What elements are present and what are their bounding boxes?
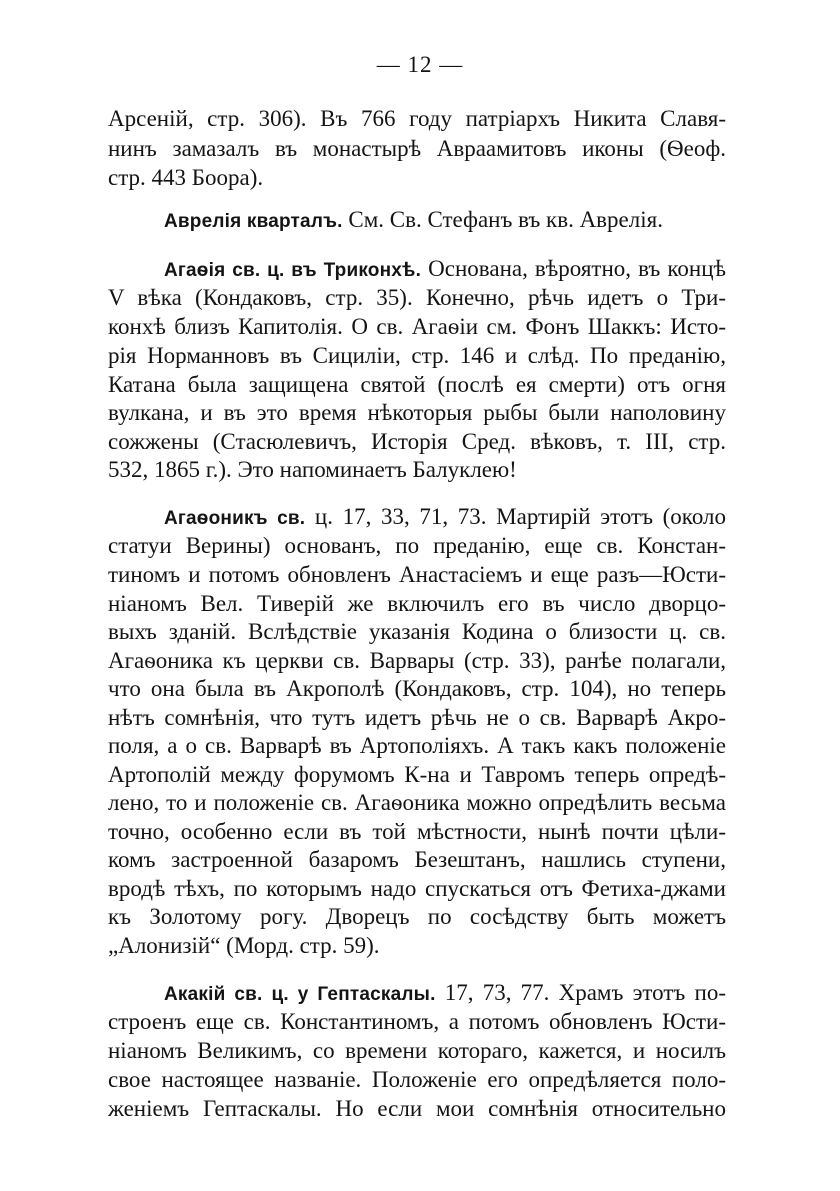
text-line: ніаномъ Великимъ, со времени котораго, кажется, и носилъ	[108, 1038, 726, 1063]
text-line: Катана была защищена святой (послѣ ея смерти) отъ огня	[108, 372, 726, 397]
text-line	[164, 205, 726, 237]
text-line: 532, 1865 г.). Это напоминаетъ Балуклею!	[108, 457, 517, 482]
entry-text: ц. 17, 33, 71, 73. Мартирій этотъ (около	[305, 504, 726, 529]
text-line: конхѣ близъ Капитолія. О св. Агаѳіи см. Фонъ Шаккъ: Исто-	[108, 314, 726, 339]
text-line: комъ застроенной базаромъ Безештанъ, нашлись ступени,	[108, 847, 726, 872]
page-number: — 12 —	[376, 52, 464, 77]
text-line: къ Золотому рогу. Дворецъ по сосѣдству быть можетъ	[108, 904, 726, 929]
text-line: вродѣ тѣхъ, по которымъ надо спускаться отъ Фетиха-джами	[108, 876, 726, 901]
text-line	[164, 254, 726, 286]
entry-text: Основана, вѣроятно, въ концѣ	[421, 256, 726, 281]
text-line: лено, то и положеніе св. Агаѳоника можно опредѣлить весьма	[108, 790, 726, 815]
text-line: свое настоящее названіе. Положеніе его опредѣляется поло-	[108, 1067, 726, 1092]
entry-heading: Аврелія кварталъ.	[164, 211, 343, 232]
text-line: V вѣка (Кондаковъ, стр. 35). Конечно, рѣчь идетъ о Три-	[108, 285, 726, 310]
text-line: ніаномъ Вел. Тиверій же включилъ его въ число дворцо-	[108, 591, 726, 616]
text-line: что она была въ Акрополѣ (Кондаковъ, стр. 104), но теперь	[108, 676, 726, 701]
text-line: статуи Верины) основанъ, по преданію, еще св. Констан-	[108, 533, 726, 558]
text-line: точно, особенно если въ той мѣстности, нынѣ почти цѣли-	[108, 819, 726, 844]
text-line: поля, а о св. Варварѣ въ Артополіяхъ. А такъ какъ положеніе	[108, 733, 726, 758]
entry-heading: Акакій св. ц. у Гептаскалы.	[164, 984, 436, 1005]
text-line: Агаѳоника къ церкви св. Варвары (стр. 33), ранѣе полагали,	[108, 648, 726, 673]
text-line: нинъ замазалъ въ монастырѣ Авраамитовъ иконы (Ѳеоф.	[108, 136, 726, 161]
text-line: Арсеній, стр. 306). Въ 766 году патріархъ Никита Славя-	[108, 106, 726, 131]
text-line: стр. 443 Боора).	[108, 165, 264, 190]
entry-text: 17, 73, 77. Храмъ этотъ по-	[435, 980, 726, 1005]
text-line: женіемъ Гептаскалы. Но если мои сомнѣнія относительно	[108, 1096, 726, 1121]
text-line: Артополій между форумомъ К-на и Тавромъ теперь опредѣ-	[108, 762, 726, 787]
entry-text: См. Св. Стефанъ въ кв. Аврелія.	[342, 207, 663, 232]
text-line	[164, 502, 726, 534]
text-line: „Алонизій“ (Морд. стр. 59).	[108, 933, 380, 958]
text-line: нѣтъ сомнѣнія, что тутъ идетъ рѣчь не о св. Варварѣ Акро-	[108, 705, 726, 730]
text-line: вулкана, и въ это время нѣкоторыя рыбы были наполовину	[108, 400, 726, 425]
entry-heading: Агаѳоникъ св.	[164, 508, 306, 529]
text-line: тиномъ и потомъ обновленъ Анастасіемъ и еще разъ—Юсти-	[108, 562, 726, 587]
entry-heading: Агаѳія св. ц. въ Триконхѣ.	[164, 260, 422, 281]
text-line: строенъ еще св. Константиномъ, а потомъ обновленъ Юсти-	[108, 1009, 726, 1034]
text-line: сожжены (Стасюлевичъ, Исторія Сред. вѣковъ, т. III, стр.	[108, 429, 726, 454]
text-line: выхъ зданій. Вслѣдствіе указанія Кодина о близости ц. св.	[108, 619, 726, 644]
text-line: рія Норманновъ въ Сициліи, стр. 146 и слѣд. По преданію,	[108, 343, 726, 368]
text-line	[164, 978, 726, 1010]
